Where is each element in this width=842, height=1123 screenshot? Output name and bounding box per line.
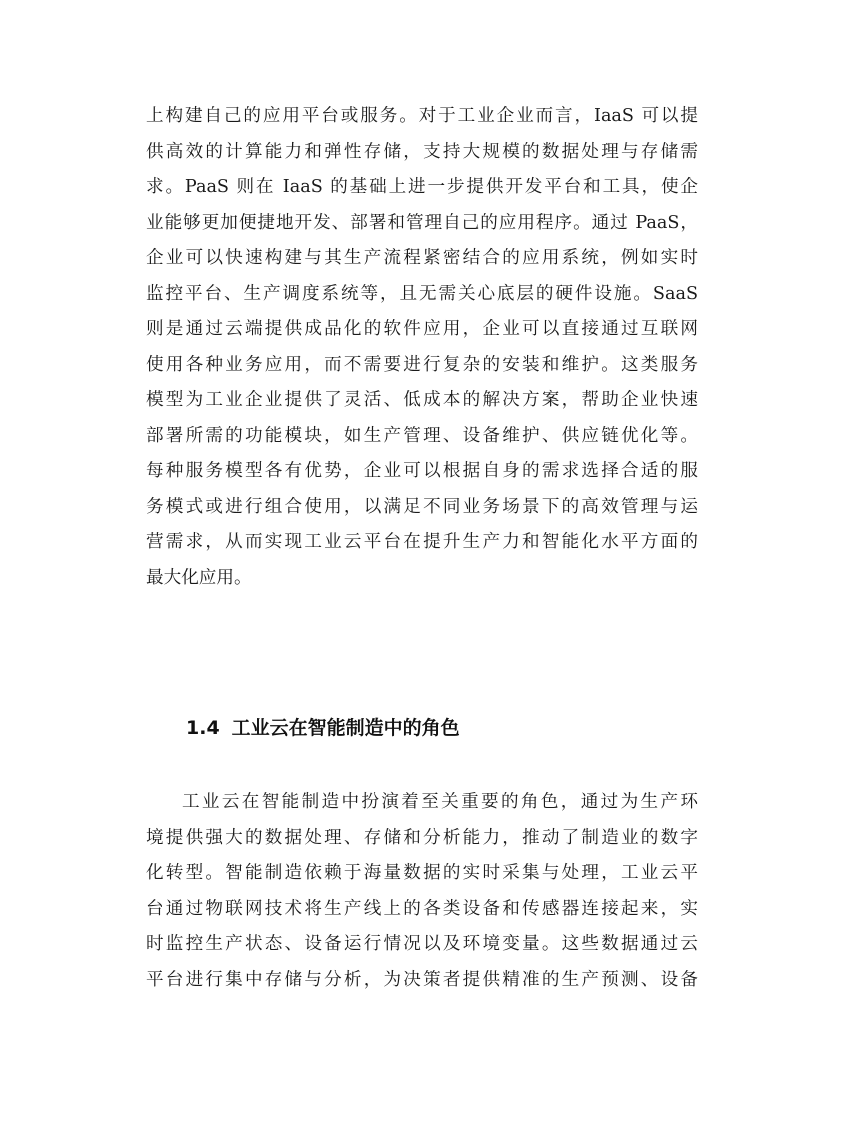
text-line: 每种服务模型各有优势，企业可以根据自身的需求选择合适的服 [146, 461, 698, 481]
text-line: 使用各种业务应用，而不需要进行复杂的安装和维护。这类服务 [146, 354, 698, 375]
text-line: 供高效的计算能力和弹性存储，支持大规模的数据处理与存储需 [146, 141, 698, 162]
text-line: 务模式或进行组合使用，以满足不同业务场景下的高效管理与运 [146, 496, 698, 517]
text-line: 时监控生产状态、设备运行情况以及环境变量。这些数据通过云 [146, 934, 698, 954]
body-paragraph-1 [146, 99, 698, 596]
text-line: 求。PaaS 则在 IaaS 的基础上进一步提供开发平台和工具，使企 [146, 177, 698, 197]
text-line: 部署所需的功能模块，如生产管理、设备维护、供应链优化等。 [146, 425, 698, 446]
section-heading [186, 712, 460, 744]
text-line: 营需求，从而实现工业云平台在提升生产力和智能化水平方面的 [146, 532, 698, 552]
text-line: 企业可以快速构建与其生产流程紧密结合的应用系统，例如实时 [146, 248, 698, 268]
body-paragraph-2 [146, 785, 698, 998]
text-line: 平台进行集中存储与分析，为决策者提供精准的生产预测、设备 [146, 969, 698, 990]
text-line: 化转型。智能制造依赖于海量数据的实时采集与处理，工业云平 [146, 863, 698, 883]
section-title: 工业云在智能制造中的角色 [231, 717, 460, 739]
text-line: 上构建自己的应用平台或服务。对于工业企业而言，IaaS 可以提 [146, 106, 698, 126]
text-line: 最大化应用。 [146, 567, 252, 588]
text-line: 境提供强大的数据处理、存储和分析能力，推动了制造业的数字 [146, 827, 698, 848]
text-line: 业能够更加便捷地开发、部署和管理自己的应用程序。通过 PaaS， [146, 212, 698, 233]
text-line: 模型为工业企业提供了灵活、低成本的解决方案，帮助企业快速 [146, 390, 698, 410]
text-line: 台通过物联网技术将生产线上的各类设备和传感器连接起来，实 [146, 898, 698, 919]
section-number: 1.4 [186, 717, 220, 739]
text-line: 监控平台、生产调度系统等，且无需关心底层的硬件设施。SaaS [146, 283, 698, 304]
text-line: 工业云在智能制造中扮演着至关重要的角色，通过为生产环 [182, 792, 698, 812]
text-line: 则是通过云端提供成品化的软件应用，企业可以直接通过互联网 [146, 319, 698, 339]
